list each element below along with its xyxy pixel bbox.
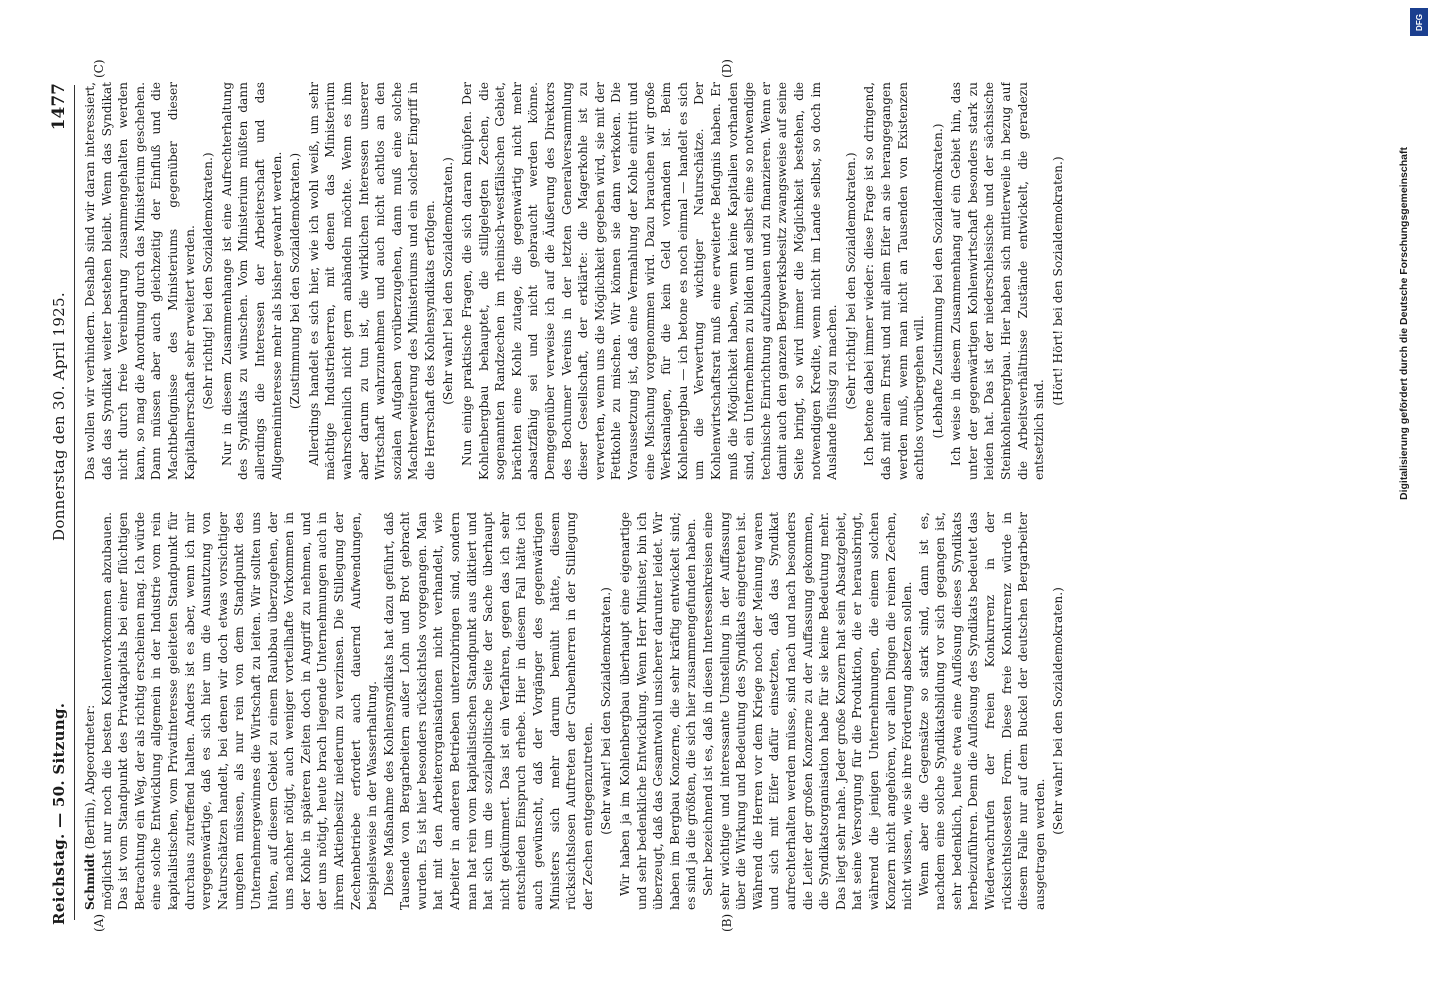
paragraph: Allerdings handelt es sich hier, wie ich wohl weiß, um sehr mächtige Industrieherren, mit denen das Ministerium wahrscheinlich nicht gern anbändeln möchte. Wenn es ihm aber darum zu tun ist, die wirklichen Interessen unserer Wirtschaft wahrzunehmen und auch nicht achtlos an den sozialen Aufgaben vorüberzugehen, dann muß eine solche Machterweiterung des Ministeriums und ein solcher Eingriff in die Herrschaft des Kohlensyndikats erfolgen. — [306, 82, 437, 480]
margin-marker-a: (A) — [92, 913, 106, 932]
header-date: Donnerstag den 30. April 1925. — [50, 292, 68, 541]
interjection: (Sehr richtig! bei den Sozialdemokraten.) — [201, 152, 216, 410]
paragraph: möglichst nur noch die besten Kohlenvorkommen abzubauen. Das ist vom Standpunkt des Privatkapitals bei einer flüchtigen Betrachtung ein Weg, der als richtig erscheinen mag. Ich würde eine solche Entwicklung allgemein in der Industrie vom rein kapitalistischen, vom Privatinteresse geleiteten Standpunkt für durchaus zutreffend halten. Anders ist es aber, wenn ich mir vergegenwärtige, daß es sich hier um die Ausnutzung von Naturschätzen handelt, bei denen wir doch etwas vorsichtiger umgehen müssen, als nur rein von dem Standpunkt des Unternehmergewinnes die Wirtschaft zu leiten. Wir sollten uns hüten, auf diesem Gebiet zu einem Raubbau überzugehen, der uns nachher nötigt, auch weniger vorteilhafte Vorkommen in der Kohle in späteren Zeiten doch in Angriff zu nehmen, und der uns nötigt, heute brach liegende Unternehmungen auch in ihrem Aktienbesitz niederum zu verzinsen. Die Stillegung der Zechenbetriebe erfordert auch dauernd Aufwendungen, beispielsweise in der Wasserhaltung. — [99, 512, 380, 910]
digitization-note — [1398, 0, 1430, 1000]
speaker-affiliation: (Berlin), Abgeordneter: — [83, 704, 97, 850]
interjection: (Sehr wahr! bei den Sozialdemokraten.) — [599, 587, 614, 835]
margin-marker-b: (B) — [720, 913, 734, 932]
paragraph: Sehr bezeichnend ist es, daß in diesen Interessenkreisen eine sehr wichtige und interessante Umstellung in der Auffassung über die Wirkung und Bedeutung des Syndikats eingetreten ist. Während die Herren vor dem Kriege noch der Meinung waren und sich mit Eifer dafür einsetzten, daß das Syndikat aufrechterhalten werden müsse, sind nach und nach besonders die Leiter der großen Konzerne zu der Auffassung gekommen, die Syndikatsorganisation habe für sie keine Bedeutung mehr. Das liegt sehr nahe. Jeder große Konzern hat sein Absatzgebiet, hat seine Versorgung für die Produktion, die er herausbringt, während die jenigen Unternehmungen, die einem solchen Konzern nicht angehören, vor allen Dingen die reinen Zechen, nicht wissen, wie sie ihre Förderung absetzen sollen. — [700, 512, 915, 910]
page-number: 1477 — [49, 83, 69, 131]
paragraph: Wir haben ja im Kohlenbergbau überhaupt eine eigenartige und sehr bedenkliche Entwicklung. Wenn Herr Minister, bin ich überzeugt, daß das Gesamtwohl unsicherer darunter leidet. Wir haben im Bergbau Konzerne, die sehr kräftig entwickelt sind; es sind ja die größten, die sich hier zusammengefunden haben. — [618, 512, 699, 910]
page-header — [45, 83, 73, 925]
paragraph: Diese Maßnahme des Kohlensyndikats hat dazu geführt, daß Tausende von Bergarbeitern außer Lohn und Brot gebracht wurden. Es ist hier besonders rücksichtslos vorgegangen. Man hat mit den Arbeiterorganisationen nicht verhandelt, wie Arbeiter in anderen Betrieben unterzubringen sind, sondern man hat rein vom kapitalistischen Standpunkt aus diktiert und hat sich um die sozialpolitische Seite der Sache überhaupt nicht gekümmert. Das ist ein Verfahren, gegen das ich sehr entschieden Einspruch erhebe. Hier in diesem Fall hätte ich auch gewünscht, daß der Vorgänger des gegenwärtigen Ministers sich mehr darum bemüht hätte, diesem rücksichtslosen Auftreten der Grubenherren in der Stillegung der Zechen entgegenzutreten. — [381, 512, 595, 910]
dfg-logo: DFG — [1410, 8, 1428, 36]
interjection: (Hört! Hört! bei den Sozialdemokraten.) — [1050, 156, 1065, 406]
paragraph: Wenn aber die Gegensätze so stark sind, dann ist es, nachdem eine solche Syndikatsbildung vor sich gegangen ist, sehr bedenklich, heute etwa eine Auflösung dieses Syndikats herbeizuführen. Denn die Auflösung des Syndikats bedeutet das Wiederwachrufen der freien Konkurrenz in der rücksichtslosesten Form. Diese freie Konkurrenz würde in diesem Falle nur auf dem Buckel der deutschen Bergarbeiter ausgetragen werden. — [916, 512, 1047, 910]
paragraph: Ich betone dabei immer wieder: diese Frage ist so dringend, daß mit allem Ernst und mit allem Eifer an sie herangegangen werden muß, wenn man nicht an Tausenden von Existenzen achtlos vorübergehen will. — [862, 82, 927, 480]
paragraph: Ich weise in diesem Zusammenhang auf ein Gebiet hin, das unter der gegenwärtigen Kohlenwirtschaft besonders stark zu leiden hat. Das ist der niederschlesische und der sächsische Steinkohlenbergbau. Hier haben sich mittlerweile in bezug auf die Arbeitsverhältnisse Zustände entwickelt, die geradezu entsetzlich sind. — [949, 82, 1047, 480]
speaker-name: Schmidt — [83, 853, 97, 910]
left-column — [82, 512, 1412, 910]
interjection: (Lebhafte Zustimmung bei den Sozialdemokraten.) — [930, 123, 945, 439]
interjection: (Zustimmung bei den Sozialdemokraten.) — [288, 152, 303, 410]
margin-marker-c: (C) — [92, 59, 106, 78]
margin-marker-d: (D) — [720, 59, 734, 78]
paragraph: Nun einige praktische Fragen, die sich daran knüpfen. Der Kohlenbergbau behauptet, die stillgelegten Zechen, die sogenannten Randzechen im rheinisch-westfälischen Gebiet, brächten eine Kohle zutage, die gegenwärtig nicht mehr absatzfähig sei und nicht gebraucht werden könne. Demgegenüber verweise ich auf die Äußerung des Direktors des Bochumer Vereins in der letzten Generalversammlung dieser Gesellschaft, der erklärte: die Magerkohle ist zu verwerten, wenn uns die Möglichkeit gegeben wird, sie mit der Fettkohle zu mischen. Wir können sie dann verkoken. Die Voraussetzung ist, daß eine Vermahlung der Kohle eintritt und eine Mischung vorgenommen wird. Dazu brauchen wir große Werksanlagen, für die kein Geld vorhanden ist. Beim Kohlenbergbau — ich betone es noch einmal — handelt es sich um die Verwertung wichtiger Naturschätze. Der Kohlenwirtschaftsrat muß eine erweiterte Befugnis haben. Er muß die Möglichkeit haben, wenn keine Kapitalien vorhanden sind, ein Unternehmen zu bilden und selbst eine so notwendige technische Einrichtung aufzubauen und zu finanzieren. Wenn er damit auch den ganzen Bergwerksbesitz zwangsweise auf seine Seite bringt, so wird immer die Möglichkeit bestehen, die notwendigen Kredite, wenn nicht im Lande selbst, so doch im Auslande flüssig zu machen. — [460, 82, 840, 480]
header-rule — [74, 85, 75, 920]
header-session: Reichstag. — 50. Sitzung. — [50, 702, 68, 925]
interjection: (Sehr richtig! bei den Sozialdemokraten.) — [843, 152, 858, 410]
interjection: (Sehr wahr! bei den Sozialdemokraten.) — [441, 157, 456, 405]
interjection: (Sehr wahr! bei den Sozialdemokraten.) — [1051, 587, 1066, 835]
right-column — [82, 82, 1412, 480]
paragraph: Das wollen wir verhindern. Deshalb sind wir daran interessiert, daß das Syndikat weiter bestehen bleibt. Wenn das Syndikat nicht durch freie Vereinbarung zusammengehalten werden kann, so mag die Anordnung durch das Ministerium geschehen. Dann müssen aber auch gleichzeitig der Einfluß und die Machtbefugnisse des Ministeriums gegenüber dieser Kapitalherrschaft sehr erweitert werden. — [83, 82, 197, 480]
digitization-note-text: Digitalisierung gefördert durch die Deutsche Forschungsgemeinschaft — [1398, 147, 1410, 500]
speaker-line — [82, 512, 99, 910]
paragraph: Nur in diesem Zusammenhange ist eine Aufrechterhaltung des Syndikats zu wünschen. Vom Ministerium müßten dann allerdings die Interessen der Arbeiterschaft und das Allgemeininteresse mehr als bisher gewahrt werden. — [219, 82, 284, 480]
